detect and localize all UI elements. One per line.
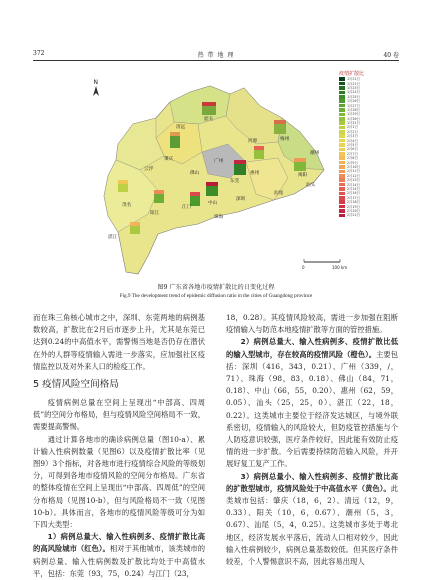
legend-label: 2月12日 <box>347 173 360 178</box>
legend-label: 2月3日 <box>347 134 358 139</box>
legend-swatch <box>339 214 345 218</box>
legend-label: 2月20日 <box>347 208 360 213</box>
city-label: 深圳 <box>236 197 246 202</box>
paragraph: 疫情病例总量在空间上呈现出“中部高、四周低”的空间分布格局，但与疫情风险空间格局不一致，需要提高警惕。 <box>33 398 205 432</box>
city-label: 韶关 <box>204 117 214 122</box>
compass-label: N <box>93 79 98 86</box>
figure-caption-en: Fig.9 The development trend of epidemic diffusion ratio in the cities of Guangdong province <box>119 293 313 299</box>
city-label: 云浮 <box>144 167 154 172</box>
legend-swatch <box>339 104 345 108</box>
legend-swatch <box>339 174 345 178</box>
legend-label: 2月2日 <box>347 129 358 134</box>
city-label: 佛山 <box>190 171 200 176</box>
figure-caption-cn: 图9 广东省各地市疫情扩散比的日变化过程 <box>157 284 275 291</box>
city-label: 珠海 <box>214 215 224 220</box>
volume-label: 40 卷 <box>383 52 399 59</box>
paragraph-lead: 1）病例总量大、输入性病例多、疫情扩散比高的高风险城市（红色）。 <box>33 532 205 554</box>
city-label: 河源 <box>248 139 258 144</box>
scale-bar <box>302 259 347 270</box>
legend-label: 1月27日 <box>347 103 360 108</box>
legend-row <box>339 213 389 217</box>
legend-swatch <box>339 113 345 117</box>
guangdong-map <box>78 66 368 281</box>
legend-swatch <box>339 91 345 95</box>
legend-label: 2月21日 <box>347 213 360 218</box>
legend-label: 2月13日 <box>347 178 360 183</box>
city-label: 梅州 <box>280 137 290 142</box>
paragraph: 而在珠三角核心城市之中，深圳、东莞两地的病例基数较高，扩散比在2月后市逐步上升，尤其是东莞已达到0.24的中高值水平，需警惕当地是否仍存在潜伏在外的人群等疫情输入需进一步落实，应加强社区疫情监控以及对外来人口的检疫工作。 <box>33 313 205 371</box>
legend-swatch <box>339 196 345 200</box>
legend-label: 2月19日 <box>347 204 360 209</box>
legend-label: 1月24日 <box>347 90 360 95</box>
city-label: 汕尾 <box>274 191 284 196</box>
legend-label: 2月7日 <box>347 151 358 156</box>
legend-swatch <box>339 209 345 213</box>
legend-label: 1月31日 <box>347 121 360 126</box>
legend-swatch <box>339 82 345 86</box>
paragraph-body: 此类城市包括：肇庆（18，6，2）、清远（12，9，0.33）、阳关（10，6，0.67）、潮州（5，3，0.67）、汕尾（5，4，0.25）。这类城市多处于粤北地区，经济发展水平落后，流动人口相对较少，因此输入性病例较少，病例总量基数较低。但其医疗条件较差，个人警惕意识不高，因此容易出现人 <box>226 483 398 567</box>
legend-label: 1月29日 <box>347 112 360 117</box>
legend-swatch <box>339 99 345 103</box>
legend-label: 2月9日 <box>347 160 358 165</box>
legend-label: 1月30日 <box>347 116 360 121</box>
legend-swatch <box>339 134 345 138</box>
legend-entries <box>339 77 389 218</box>
legend-label: 2月10日 <box>347 165 360 169</box>
city-label: 江门 <box>182 205 192 210</box>
legend-swatch <box>339 108 345 112</box>
legend-swatch <box>339 178 345 182</box>
legend-label: 2月15日 <box>347 186 360 191</box>
legend-swatch <box>339 152 345 156</box>
legend-swatch <box>339 205 345 209</box>
paragraph <box>33 531 205 580</box>
paragraph-body: 主要包括：深圳（416，343，0.21）、广州（339，/，71）、珠海（98，83，0.18）、佛山（84，71，0.18）、中山（66，55，0.20）、惠州（62，59，0.05）、汕头（25，25，0）、湛江（22，18，0.22）。这类城市主要位于经济发达城区，与境外联系密切，疫情输入的风险较大，但防疫管控措施与个人防疫意识较强，医疗条件较好，因此能有效防止疫情的进一步扩散。今后需要持续防范输入风险，并开展好复工复产工作。 <box>226 349 398 469</box>
paragraph: 通过计算各地市的确诊病例总量（图10-a）、累计输入性病例数量（见图6）以及疫情扩散比率（见图9）3个指标，对各地市进行疫情综合风险的等级划分，可得到各地市疫情风险的空间分布格局。广东省的整体疫情在空间上呈现出“中部高、四周低”的空间分布格局（见图10-b），但与风险格局不一致（见图10-b）。具体而言，各地市的疫情风险等级可分为如下四大类型： <box>33 434 205 530</box>
legend-swatch <box>339 143 345 147</box>
legend-label: 1月23日 <box>347 85 360 90</box>
legend-label: 2月14日 <box>347 182 360 187</box>
city-label: 揭阳 <box>298 173 308 178</box>
city-label: 肇庆 <box>164 157 174 162</box>
left-column <box>33 312 205 580</box>
legend-swatch <box>339 95 345 99</box>
paragraph: 18，0.28）。其疫情风险较高，需进一步加强在阻断疫情输入与防范本地疫情扩散等方面的管控措施。 <box>226 313 398 335</box>
legend-label: 2月5日 <box>347 143 358 148</box>
legend-swatch <box>339 77 345 81</box>
city-label: 中山 <box>208 201 218 206</box>
legend-label: 2月18日 <box>347 200 360 205</box>
scale-label: 100 km <box>332 265 348 270</box>
paragraph-body: 相对于其他城市，该类城市的病例总量、输入性病例数及扩散比均处于中高值水平，包括：东莞（93，75，0.24）与江门（23， <box>33 544 206 578</box>
running-header <box>33 50 399 60</box>
legend-swatch <box>339 126 345 130</box>
legend-label: 1月26日 <box>347 99 360 104</box>
city-label: 潮州 <box>310 151 320 156</box>
legend-label: 2月17日 <box>347 195 360 200</box>
city-label: 惠州 <box>250 171 260 176</box>
journal-title: 热 带 地 理 <box>197 52 235 59</box>
city-label: 广州 <box>214 159 224 164</box>
page-number: 372 <box>33 50 45 57</box>
city-label: 清远 <box>176 125 186 130</box>
map-legend <box>339 70 389 218</box>
paragraph-lead: 2）病例总量大、输入性病例多、疫情扩散比低的输入型城市，存在较高的疫情风险（橙色）。 <box>226 337 398 359</box>
paragraph <box>226 336 398 470</box>
paragraph <box>226 471 398 569</box>
legend-swatch <box>339 183 345 187</box>
legend-title: 疫情扩散比 <box>339 71 365 77</box>
legend-swatch <box>339 148 345 152</box>
legend-swatch <box>339 192 345 196</box>
legend-label: 1月22日 <box>347 81 360 86</box>
legend-label: 2月11日 <box>347 169 360 174</box>
city-label: 东莞 <box>230 179 240 184</box>
north-arrow-icon <box>93 79 99 96</box>
header-rule <box>33 60 399 61</box>
legend-label: 1月21日 <box>347 77 360 82</box>
legend-swatch <box>339 86 345 90</box>
legend-swatch <box>339 139 345 143</box>
city-label: 茂名 <box>122 203 132 208</box>
legend-swatch <box>339 161 345 165</box>
legend-swatch <box>339 170 345 174</box>
legend-label: 2月6日 <box>347 147 358 152</box>
right-column <box>226 312 398 568</box>
section-heading: 5 疫情风险空间格局 <box>33 379 119 391</box>
legend-swatch <box>339 187 345 191</box>
city-label: 汕头 <box>306 183 316 188</box>
legend-swatch <box>339 121 345 125</box>
legend-label: 2月4日 <box>347 138 358 143</box>
legend-label: 2月16日 <box>347 191 360 196</box>
legend-label: 1月28日 <box>347 107 360 112</box>
city-label: 阳江 <box>150 211 160 216</box>
legend-label: 2月1日 <box>347 125 358 130</box>
legend-swatch <box>339 165 345 169</box>
legend-label: 2月8日 <box>347 156 358 161</box>
legend-swatch <box>339 130 345 134</box>
legend-swatch <box>339 156 345 160</box>
paragraph-lead: 3）病例总量小、输入性病例多、疫情扩散比高的扩散型城市，疫情风险处于中高值水平（黄色）。 <box>226 471 398 493</box>
scale-label: 0 <box>302 265 305 270</box>
city-label: 湛江 <box>108 235 118 240</box>
legend-label: 1月25日 <box>347 94 360 99</box>
legend-swatch <box>339 200 345 204</box>
legend-swatch <box>339 117 345 121</box>
